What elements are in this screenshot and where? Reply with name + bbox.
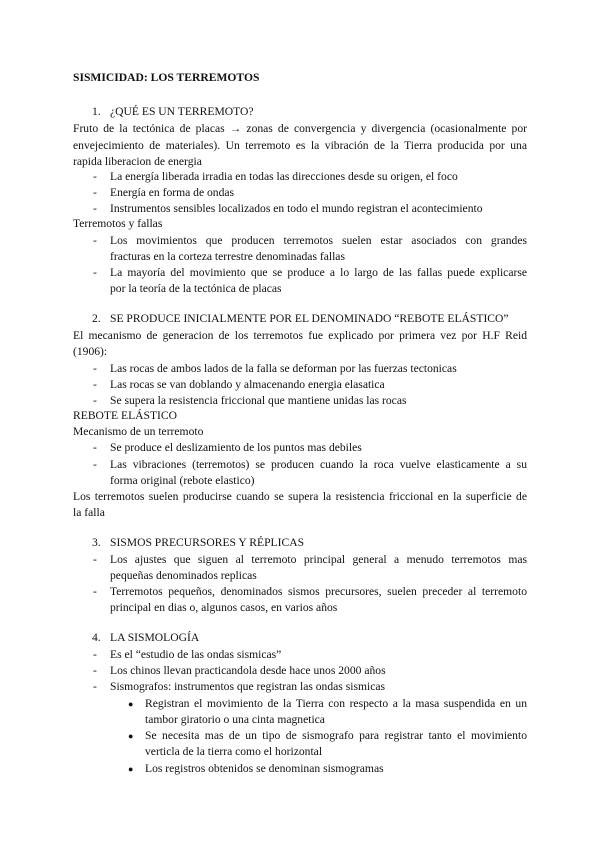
section-1-item2-2-line-1: La mayoría del movimiento que se produce a lo largo de las fallas puede explicarse — [110, 266, 527, 279]
section-4-item-2: Los chinos llevan practicandola desde hace unos 2000 años — [110, 664, 386, 677]
dash-bullet: - — [93, 648, 97, 661]
section-2-item-1: Las rocas de ambos lados de la falla se deforman por las fuerzas tectonicas — [110, 362, 457, 375]
dash-bullet: - — [93, 585, 97, 598]
document-title: SISMICIDAD: LOS TERREMOTOS — [73, 71, 260, 84]
section-1-item2-2-line-2: por la teoría de la tectónica de placas — [110, 282, 282, 295]
dash-bullet: - — [93, 266, 97, 279]
section-1-item-3: Instrumentos sensibles localizados en todo el mundo registran el acontecimiento — [110, 202, 483, 215]
section-3-number: 3. — [92, 536, 101, 549]
section-4-item-1: Es el “estudio de las ondas sismicas” — [110, 648, 282, 661]
section-4-subitem-3: Los registros obtenidos se denominan sismogramas — [145, 762, 384, 775]
dash-bullet: - — [93, 680, 97, 693]
section-1-item2-1-line-1: Los movimientos que producen terremotos suelen estar asociados con grandes — [110, 234, 527, 247]
section-3-heading: SISMOS PRECURSORES Y RÉPLICAS — [110, 536, 305, 549]
section-1-number: 1. — [92, 105, 101, 118]
section-1-sub-label: Terremotos y fallas — [73, 217, 163, 230]
section-2-item2-2-line-1: Las vibraciones (terremotos) se producen cuando la roca vuelve elasticamente a su — [110, 458, 527, 471]
section-3-item-2-line-1: Terremotos pequeños, denominados sismos precursores, suelen preceder al terremoto — [110, 585, 527, 598]
section-1-intro-line-1: Fruto de la tectónica de placas → zonas de convergencia y divergencia (ocasionalmente por — [73, 122, 527, 135]
dash-bullet: - — [93, 170, 97, 183]
section-1-intro-line-3: rapida liberacion de energia — [73, 155, 202, 168]
dash-bullet: - — [93, 441, 97, 454]
section-2-item2-1: Se produce el deslizamiento de los puntos mas debiles — [110, 441, 362, 454]
section-1-heading: ¿QUÉ ES UN TERREMOTO? — [110, 105, 254, 118]
section-1-intro-line-2: envejecimiento de materiales). Un terremoto es la vibración de la Tierra producida por una — [73, 139, 527, 152]
dash-bullet: - — [93, 394, 97, 407]
section-4-subitem-1-line-2: tambor giratorio o una cinta magnetica — [145, 713, 325, 726]
section-4-item-3: Sismografos: instrumentos que registran las ondas sismicas — [110, 680, 385, 693]
section-4-heading: LA SISMOLOGÍA — [110, 631, 200, 644]
dash-bullet: - — [93, 458, 97, 471]
section-2-sub-label: Mecanismo de un terremoto — [73, 425, 204, 438]
section-2-item-3: Se supera la resistencia friccional que mantiene unidas las rocas — [110, 394, 407, 407]
section-4-number: 4. — [92, 631, 101, 644]
section-3-item-1-line-1: Los ajustes que siguen al terremoto principal general a menudo terremotos mas — [110, 553, 527, 566]
round-bullet-icon: ● — [128, 731, 134, 741]
dash-bullet: - — [93, 553, 97, 566]
section-2-sub-heading: REBOTE ELÁSTICO — [73, 409, 178, 422]
round-bullet-icon: ● — [128, 764, 134, 774]
section-3-item-1-line-2: pequeñas denominados replicas — [110, 569, 257, 582]
section-2-intro-line-2: (1906): — [73, 345, 108, 358]
section-4-subitem-1-line-1: Registran el movimiento de la Tierra con respecto a la masa suspendida en un — [145, 697, 527, 710]
dash-bullet: - — [93, 378, 97, 391]
dash-bullet: - — [93, 362, 97, 375]
dash-bullet: - — [93, 202, 97, 215]
section-3-item-2-line-2: principal en dias o, algunos casos, en varios años — [110, 601, 338, 614]
section-2-intro-line-1: El mecanismo de generacion de los terremotos fue explicado por primera vez por H.F Reid — [73, 329, 527, 342]
section-2-closing-line-1: Los terremotos suelen producirse cuando se supera la resistencia friccional en la superficie de — [73, 490, 527, 503]
section-1-item-2: Energía en forma de ondas — [110, 186, 235, 199]
section-2-number: 2. — [92, 312, 101, 325]
dash-bullet: - — [93, 234, 97, 247]
section-2-heading: SE PRODUCE INICIALMENTE POR EL DENOMINADO “REBOTE ELÁSTICO” — [110, 312, 509, 325]
section-2-closing-line-2: la falla — [73, 506, 105, 519]
section-1-item2-1-line-2: fracturas en la corteza terrestre denominadas fallas — [110, 250, 345, 263]
round-bullet-icon: ● — [128, 699, 134, 709]
section-2-item-2: Las rocas se van doblando y almacenando energia elasatica — [110, 378, 385, 391]
dash-bullet: - — [93, 664, 97, 677]
section-2-item2-2-line-2: forma original (rebote elastico) — [110, 474, 255, 487]
section-4-subitem-2-line-1: Se necesita mas de un tipo de sismografo para registrar tanto el movimiento — [145, 729, 527, 742]
section-1-item-1: La energía liberada irradia en todas las direcciones desde su origen, el foco — [110, 170, 458, 183]
section-4-subitem-2-line-2: verticla de la tierra como el horizontal — [145, 745, 323, 758]
dash-bullet: - — [93, 186, 97, 199]
